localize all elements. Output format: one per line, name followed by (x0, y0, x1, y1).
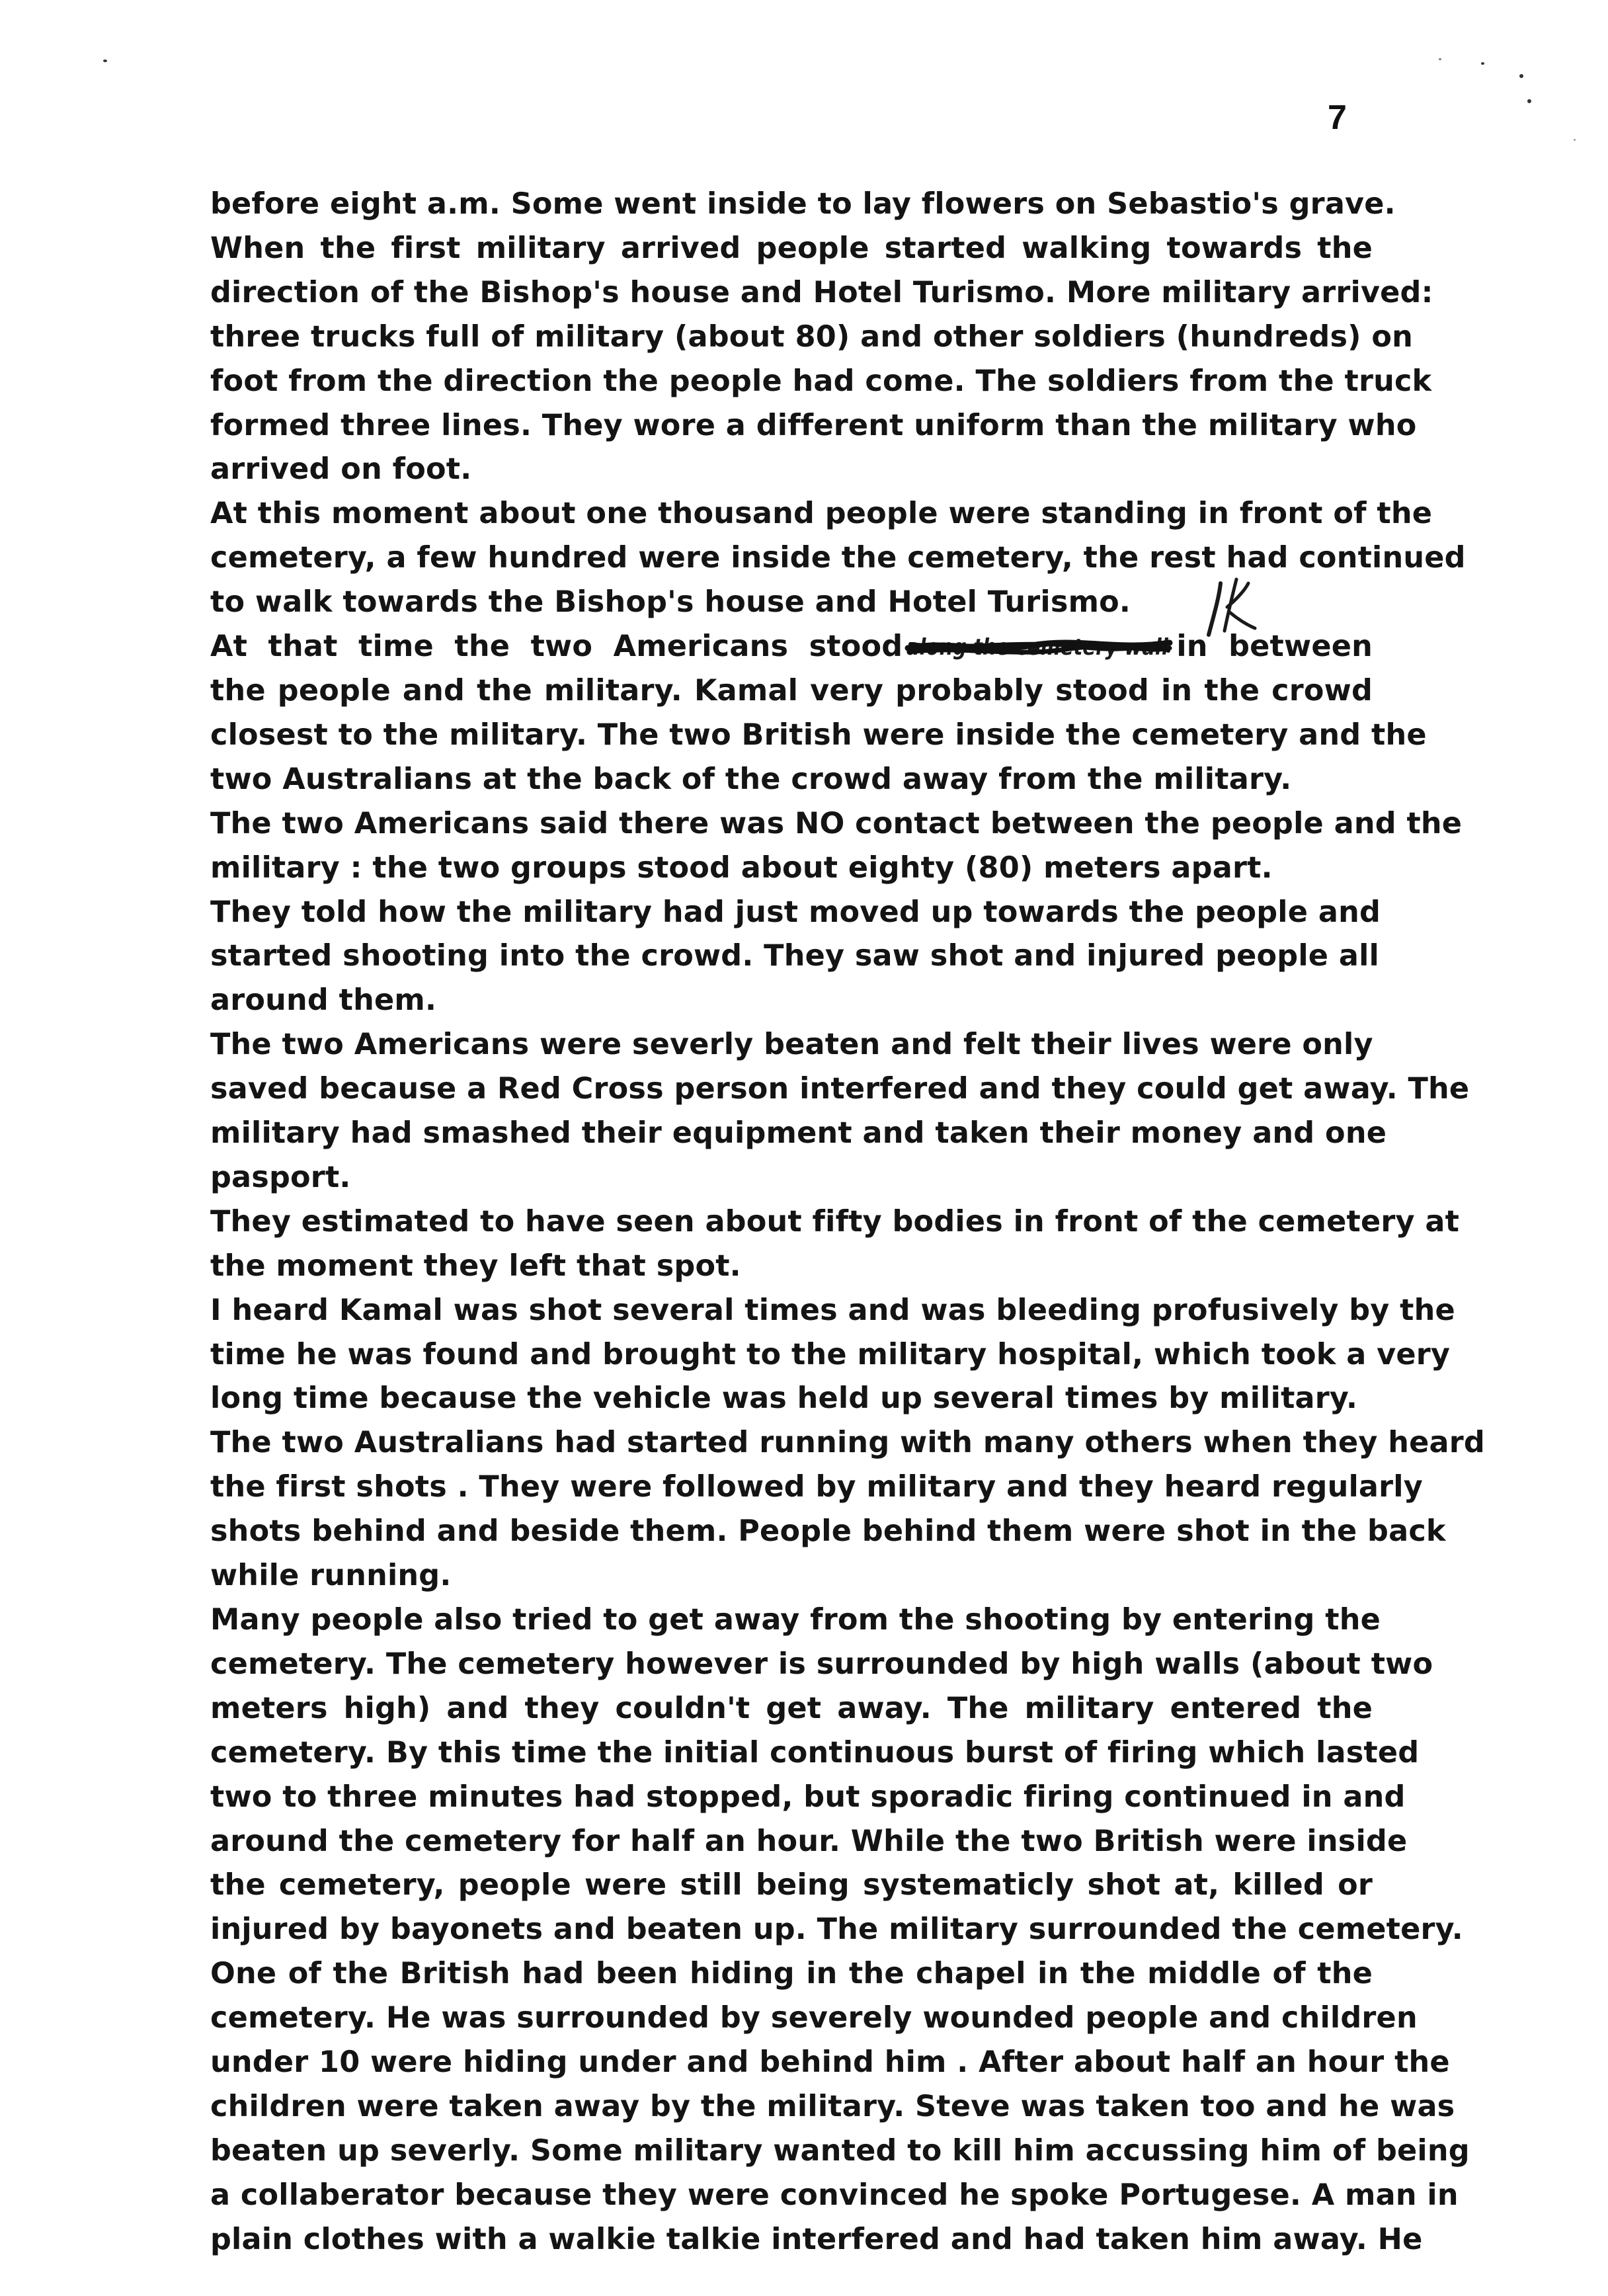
text-line: They estimated to have seen about fifty bodies in front of the cemetery at (210, 1204, 1460, 1239)
text-line: formed three lines. They wore a different uniform than the military who (210, 408, 1417, 442)
text-line: cemetery, a few hundred were inside the cemetery, the rest had continued (210, 541, 1466, 575)
text-fragment: in between (1176, 630, 1373, 664)
text-line: to walk towards the Bishop's house and Hotel Turismo. (210, 585, 1131, 620)
text-line: military : the two groups stood about eighty (80) meters apart. (210, 850, 1273, 885)
text-line: around them. (210, 983, 437, 1018)
struck-text-glyphs: along the cemetery wall (906, 634, 1170, 661)
text-line: pasport. (210, 1160, 351, 1194)
text-line: two Australians at the back of the crowd away from the military. (210, 762, 1292, 796)
text-fragment: At that time the two Americans stood (210, 630, 903, 664)
text-line: At this moment about one thousand people were standing in front of the (210, 497, 1433, 531)
text-line: One of the British had been hiding in the chapel in the middle of the (210, 1957, 1373, 1991)
scan-speck (1527, 99, 1531, 103)
text-line: the cemetery, people were still being systematicly shot at, killed or (210, 1868, 1373, 1903)
text-line: cemetery. The cemetery however is surrounded by high walls (about two (210, 1647, 1433, 1681)
scan-speck (1574, 139, 1576, 141)
text-line: shots behind and beside them. People behind them were shot in the back (210, 1514, 1446, 1549)
text-line: time he was found and brought to the military hospital, which took a very (210, 1337, 1451, 1372)
text-line: under 10 were hiding under and behind him . After about half an hour the (210, 2045, 1450, 2080)
text-line: cemetery. He was surrounded by severely wounded people and children (210, 2001, 1418, 2035)
page-number: 7 (1328, 99, 1347, 137)
text-line: long time because the vehicle was held up several times by military. (210, 1381, 1358, 1416)
text-line: When the first military arrived people started walking towards the (210, 231, 1373, 265)
text-line: The two Australians had started running with many others when they heard (210, 1426, 1485, 1460)
text-line: beaten up severly. Some military wanted to kill him accussing him of being (210, 2133, 1470, 2168)
text-line: saved because a Red Cross person interfered and they could get away. The (210, 1072, 1470, 1106)
text-line: plain clothes with a walkie talkie interfered and had taken him away. He (210, 2222, 1423, 2256)
text-line: direction of the Bishop's house and Hotel Turismo. More military arrived: (210, 275, 1433, 309)
report-body (210, 183, 1485, 2262)
text-line: cemetery. By this time the initial continuous burst of firing which lasted (210, 1735, 1420, 1770)
text-line: the first shots . They were followed by military and they heard regularly (210, 1470, 1423, 1504)
text-line: a collaberator because they were convinced he spoke Portugese. A man in (210, 2178, 1459, 2212)
text-line: military had smashed their equipment and taken their money and one (210, 1116, 1387, 1151)
text-line: started shooting into the crowd. They saw shot and injured people all (210, 939, 1380, 973)
text-line: injured by bayonets and beaten up. The military surrounded the cemetery. (210, 1912, 1463, 1947)
text-line: the moment they left that spot. (210, 1249, 741, 1283)
text-line: before eight a.m. Some went inside to lay flowers on Sebastio's grave. (210, 187, 1396, 221)
text-line: children were taken away by the military. Steve was taken too and he was (210, 2089, 1455, 2123)
text-line: The two Americans said there was NO contact between the people and the (210, 806, 1463, 840)
text-line: meters high) and they couldn't get away. The military entered the (210, 1691, 1373, 1725)
text-line: two to three minutes had stopped, but sporadic firing continued in and (210, 1780, 1406, 1814)
text-line: They told how the military had just moved up towards the people and (210, 895, 1381, 929)
text-line: the people and the military. Kamal very probably stood in the crowd (210, 673, 1373, 708)
text-line: arrived on foot. (210, 452, 472, 487)
scan-speck (1481, 62, 1484, 65)
text-line: I heard Kamal was shot several times and was bleeding profusively by the (210, 1293, 1455, 1327)
scan-speck (103, 60, 107, 62)
text-line: The two Americans were severly beaten and felt their lives were only (210, 1028, 1373, 1062)
text-line: closest to the military. The two British were inside the cemetery and the (210, 718, 1427, 752)
text-line (210, 625, 1373, 669)
text-line: Many people also tried to get away from the shooting by entering the (210, 1603, 1381, 1637)
scan-speck (1519, 74, 1523, 78)
text-line: three trucks full of military (about 80) and other soldiers (hundreds) on (210, 319, 1414, 354)
text-line: foot from the direction the people had come. The soldiers from the truck (210, 364, 1432, 398)
scan-speck (1439, 58, 1441, 60)
text-line: around the cemetery for half an hour. While the two British were inside (210, 1824, 1408, 1858)
struck-out-phrase (906, 635, 1172, 661)
paragraph-block (210, 183, 1485, 2262)
text-line: while running. (210, 1559, 452, 1593)
